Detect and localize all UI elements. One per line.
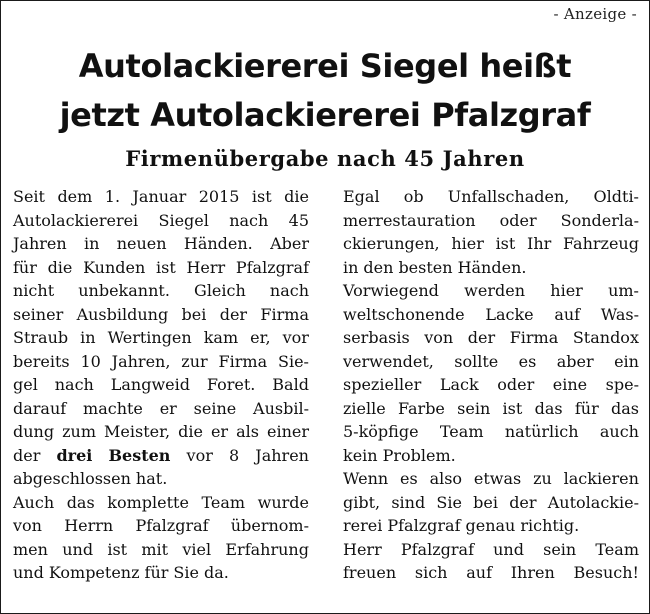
word: nach — [269, 281, 309, 300]
text-line — [13, 397, 309, 421]
text-line — [343, 467, 639, 491]
word: Firma — [218, 351, 268, 371]
word: Pfalzgraf — [235, 257, 309, 277]
word: lackieren — [563, 469, 639, 488]
word: Sie — [173, 563, 199, 582]
word: für — [144, 563, 169, 582]
word: sein — [457, 398, 491, 418]
text-line — [13, 232, 309, 256]
word: in — [83, 234, 100, 253]
text-line — [13, 350, 309, 374]
word: er — [210, 422, 229, 441]
word: hier — [451, 234, 484, 253]
word: bei — [181, 304, 207, 324]
text-line — [13, 303, 309, 327]
word: Lack — [439, 375, 479, 394]
word: vor — [186, 445, 213, 465]
word: das — [534, 398, 563, 418]
word: und — [62, 539, 94, 559]
word: Händen. — [457, 257, 527, 277]
word: von — [424, 328, 454, 347]
word: darauf — [13, 398, 67, 418]
text-line — [343, 373, 639, 397]
text-line — [343, 444, 639, 468]
word: eine — [552, 375, 588, 394]
word: zielle — [343, 398, 386, 418]
word: Team — [595, 539, 639, 559]
word: dem — [57, 187, 93, 206]
text-line — [343, 185, 639, 209]
word: Herr — [343, 539, 382, 559]
word: Was- — [600, 304, 639, 324]
word: den — [363, 257, 394, 277]
word: genau — [465, 516, 516, 535]
text-line — [343, 256, 639, 280]
word: dung — [13, 422, 55, 441]
text-line — [343, 303, 639, 327]
word: nicht — [13, 281, 55, 300]
word: Straub — [13, 328, 69, 347]
word: der — [219, 304, 248, 324]
word: unbekannt. — [78, 281, 170, 300]
word: sollte — [454, 351, 499, 371]
word: der — [13, 445, 41, 465]
word: es — [518, 351, 537, 371]
word: Autolackiererei — [13, 210, 139, 230]
word: weltschonende — [343, 304, 465, 324]
word: um- — [608, 281, 639, 300]
word: nach — [54, 375, 94, 394]
word: Sie- — [277, 351, 309, 371]
text-line — [13, 467, 309, 491]
word: Fahrzeug — [563, 234, 639, 253]
word: Firma — [509, 328, 559, 347]
text-line — [13, 561, 309, 585]
word: etwas — [473, 469, 522, 488]
word: ob — [403, 187, 424, 206]
word: Pfalzgraf — [135, 516, 209, 535]
word: richtig. — [520, 516, 580, 535]
word: serbasis — [343, 328, 410, 347]
word: ist — [251, 187, 272, 206]
emphasis-word: drei — [56, 445, 93, 465]
word: wurde — [257, 492, 309, 512]
word: bei — [473, 492, 498, 512]
word: für — [13, 257, 37, 277]
word: der — [509, 492, 537, 512]
word: Auch — [13, 492, 55, 512]
word: hier — [550, 281, 583, 300]
word: Kompetenz — [48, 563, 140, 582]
word: in — [80, 328, 96, 347]
word: Foret. — [206, 375, 256, 394]
word: Standox — [572, 328, 639, 347]
word: Sonderla- — [560, 210, 639, 230]
word: auch — [599, 422, 639, 441]
word: ist — [495, 234, 516, 253]
word: für — [574, 398, 599, 418]
word: ein — [614, 351, 639, 371]
word: ist — [502, 398, 523, 418]
word: men — [13, 539, 48, 559]
word: mit — [141, 539, 169, 559]
word: Ihren — [510, 563, 555, 582]
text-line — [343, 514, 639, 538]
word: nach — [229, 210, 269, 230]
text-line — [343, 561, 639, 585]
word: es — [400, 469, 418, 488]
word: merrestauration — [343, 210, 476, 230]
word: zur — [181, 351, 208, 371]
word: Kunden — [83, 257, 146, 277]
word: ckierungen, — [343, 234, 440, 253]
word: Jahren, — [111, 351, 171, 371]
word: also — [429, 469, 463, 488]
word: verwendet, — [343, 351, 434, 371]
word: Team — [439, 422, 484, 441]
word: das — [66, 492, 95, 512]
word: Pfalzgraf — [400, 539, 474, 559]
word: Jahren — [255, 445, 309, 465]
word: einer — [266, 422, 309, 441]
word: ist — [107, 539, 128, 559]
word: Pfalzgraf — [387, 516, 461, 535]
word: abgeschlossen — [13, 469, 131, 488]
word: ist — [156, 257, 176, 277]
word: Januar — [132, 187, 187, 206]
word: seine — [193, 398, 237, 418]
word: 45 — [288, 210, 309, 230]
word: übernom- — [230, 516, 309, 535]
word: Herrn — [64, 516, 114, 535]
text-line — [343, 491, 639, 515]
text-line — [13, 491, 309, 515]
word: Lacke — [485, 304, 534, 324]
word: besten — [398, 257, 453, 277]
word: komplette — [107, 492, 189, 512]
text-line — [343, 397, 639, 421]
word: bereits — [13, 351, 70, 371]
word: Gleich — [194, 281, 246, 300]
word: 2015 — [198, 187, 240, 206]
word: die — [178, 422, 203, 441]
word: werden — [464, 281, 525, 300]
word: der — [467, 328, 496, 347]
subheadline: Firmenübergabe nach 45 Jahren — [125, 146, 525, 171]
word: sich — [414, 563, 448, 582]
text-line — [13, 514, 309, 538]
word: Langweid — [110, 375, 190, 394]
word: Aber — [270, 234, 309, 253]
word: Besuch! — [573, 563, 639, 582]
word: er — [159, 398, 177, 418]
word: die — [47, 257, 73, 277]
word: Meister, — [104, 422, 171, 441]
word: spezieller — [343, 375, 422, 394]
word: aber — [556, 351, 594, 371]
word: von — [13, 516, 42, 535]
word: sind — [391, 492, 426, 512]
text-line — [13, 538, 309, 562]
word: seiner — [13, 304, 64, 324]
word: 5-köpfige — [343, 422, 419, 441]
text-line — [13, 256, 309, 280]
word: Problem. — [382, 445, 456, 465]
headline-line-1: Autolackiererei Siegel heißt — [78, 47, 572, 85]
word: Ihr — [527, 234, 552, 253]
word: vor — [282, 328, 309, 347]
word: Jahren — [13, 234, 67, 253]
word: Firma — [260, 304, 309, 324]
word: freuen — [343, 563, 397, 582]
text-line — [343, 209, 639, 233]
text-line — [13, 209, 309, 233]
emphasis-word: Besten — [108, 445, 171, 465]
word: hat. — [135, 469, 168, 488]
word: Egal — [343, 187, 380, 206]
word: neuen — [116, 234, 167, 253]
text-line — [13, 185, 309, 209]
word: viel — [182, 539, 212, 559]
word: Team — [201, 492, 246, 512]
word: auf — [554, 304, 581, 324]
right-text-column — [343, 185, 639, 585]
word: spe- — [605, 375, 639, 394]
word: Wertingen — [107, 328, 192, 347]
word: sein — [543, 539, 577, 559]
word: Erfahrung — [225, 539, 309, 559]
word: gibt, — [343, 492, 381, 512]
text-line — [343, 350, 639, 374]
word: die — [284, 187, 309, 206]
word: und — [13, 563, 44, 582]
word: gel — [13, 375, 38, 394]
text-line — [13, 420, 309, 444]
word: da. — [203, 563, 229, 582]
word: oder — [499, 210, 537, 230]
word: auf — [466, 563, 492, 582]
word: oder — [497, 375, 535, 394]
text-line — [343, 326, 639, 350]
word: als — [236, 422, 259, 441]
text-line — [13, 326, 309, 350]
left-text-column — [13, 185, 309, 585]
word: zum — [62, 422, 97, 441]
word: Sie — [436, 492, 462, 512]
word: Oldti- — [593, 187, 639, 206]
word: Bald — [272, 375, 309, 394]
word: zu — [533, 469, 552, 488]
word: 10 — [80, 351, 101, 371]
word: kam — [203, 328, 239, 347]
word: natürlich — [504, 422, 579, 441]
word: 1. — [104, 187, 121, 206]
word: das — [610, 398, 639, 418]
word: Wenn — [343, 469, 389, 488]
word: kein — [343, 445, 378, 465]
word: in — [343, 257, 359, 277]
text-line — [13, 373, 309, 397]
text-line — [13, 444, 309, 468]
word: Herr — [186, 257, 226, 277]
word: Farbe — [397, 398, 445, 418]
text-line — [343, 538, 639, 562]
word: Händen. — [183, 234, 253, 253]
word: Autolackie- — [547, 492, 639, 512]
word: Ausbil- — [253, 398, 309, 418]
text-line — [343, 232, 639, 256]
word: rerei — [343, 516, 383, 535]
word: Siegel — [158, 210, 209, 230]
word: Ausbildung — [76, 304, 169, 324]
headline-line-2: jetzt Autolackiererei Pfalzgraf — [59, 96, 591, 134]
text-line — [13, 279, 309, 303]
ad-label: - Anzeige - — [553, 5, 637, 23]
word: und — [493, 539, 524, 559]
text-line — [343, 420, 639, 444]
word: Seit — [13, 187, 45, 206]
word: Vorwiegend — [343, 281, 439, 300]
word: Unfallschaden, — [447, 187, 570, 206]
text-line — [343, 279, 639, 303]
word: machte — [83, 398, 143, 418]
word: 8 — [228, 445, 240, 465]
word: er, — [250, 328, 271, 347]
